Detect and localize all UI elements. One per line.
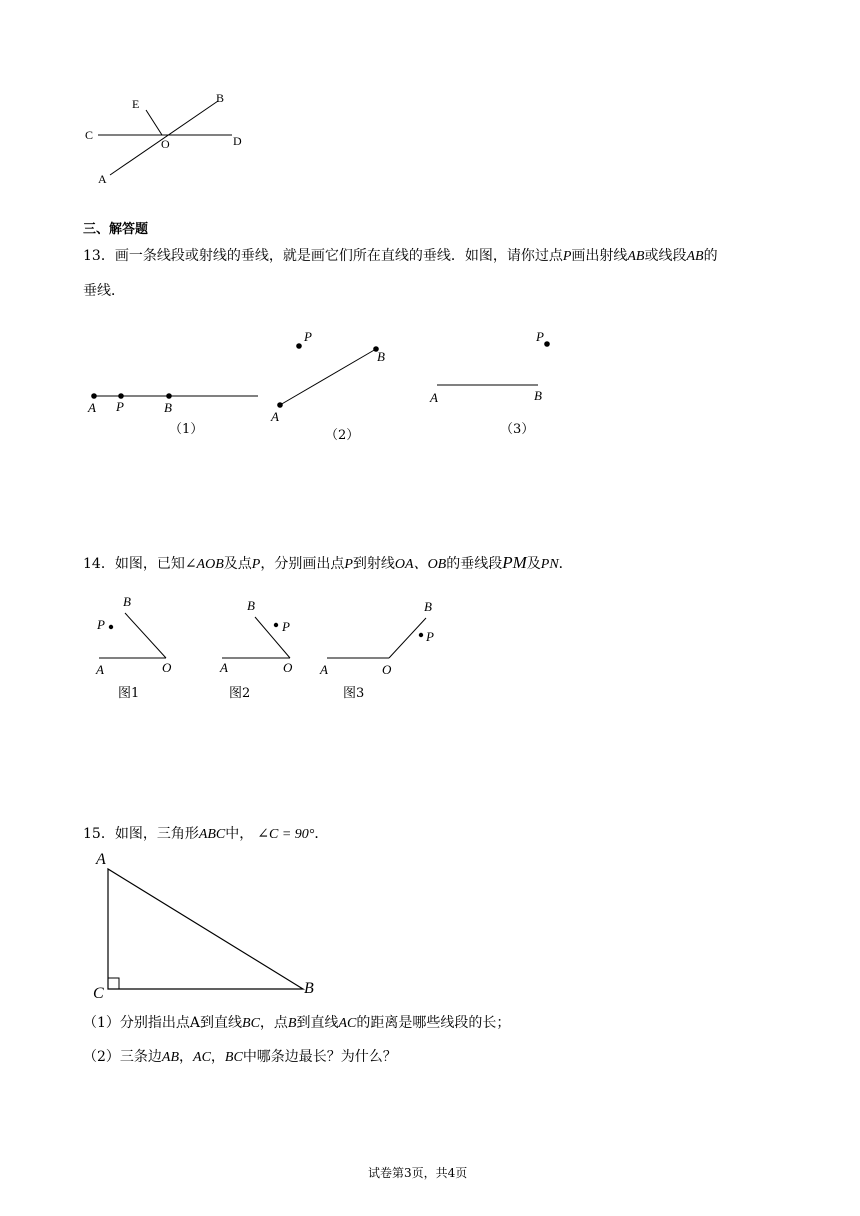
q15-sub2-ab: AB <box>161 1050 180 1065</box>
q14-fig2-label-p: P <box>282 619 290 634</box>
q14-fig2-label-b: B <box>247 598 255 613</box>
q14-angle-aob: ∠AOB <box>184 557 224 572</box>
q14-fig3-label-a: A <box>320 662 328 677</box>
q14-dot: ． <box>558 556 573 572</box>
q13-fig2-label-b: B <box>377 349 385 364</box>
q14-pn: PN <box>540 557 559 572</box>
q14-to: 到射线 <box>352 556 395 572</box>
fig12-label-b: B <box>216 91 225 105</box>
q13-fig1-label-p: P <box>116 399 124 414</box>
q14-fig2-label-a: A <box>220 660 228 675</box>
q15-label-b: B <box>304 980 314 997</box>
q15-mid: 中， <box>225 826 254 842</box>
q13-fig2-label-a: A <box>271 409 279 424</box>
fig12-label-o: O <box>161 137 170 151</box>
q15-pre: 15．如图，三角形 <box>83 826 199 842</box>
q13-end: 的 <box>703 248 718 264</box>
q13-intro: 13．画一条线段或射线的垂线，就是画它们所在直线的垂线．如图，请你过点 <box>83 248 563 264</box>
q15-sub1-pre: （1）分别指出点A到直线 <box>83 1015 243 1031</box>
q13-mid1: 画出射线 <box>571 248 628 264</box>
q14-and: 及点 <box>223 556 252 572</box>
q14-pm: PM <box>502 553 527 572</box>
q15-triangle-abc: ABC <box>198 827 226 842</box>
q13-fig3-label-b: B <box>534 388 542 403</box>
q14-fig3-caption: 图3 <box>343 686 365 701</box>
q13-mid2: 或线段 <box>644 248 687 264</box>
q14-fig3-label-b: B <box>424 599 432 614</box>
q13-fig2-label-p: P <box>304 329 312 344</box>
q15-sub2-ac: AC <box>193 1050 211 1065</box>
q15-sub1 <box>83 1015 510 1033</box>
q14-fig3-label-p: P <box>426 629 434 644</box>
q13-fig1-label-a: A <box>88 400 96 415</box>
q13-segment-ab: AB <box>686 249 704 264</box>
q15-sub2-c1: ， <box>179 1049 194 1065</box>
q15-sub2 <box>83 1049 397 1067</box>
q14-fig1-label-a: A <box>96 662 104 677</box>
q14-de: 的垂线段 <box>446 556 503 572</box>
q14-rays: OA、OB <box>394 557 447 572</box>
fig12-label-a: A <box>98 172 107 186</box>
q13-fig2-caption: （2） <box>325 428 360 443</box>
q14-point-p2: P <box>344 557 353 572</box>
fig12-label-c: C <box>85 128 94 142</box>
q14-comma: ，分别画出点 <box>260 556 345 572</box>
q15-sub1-bc: BC <box>242 1016 260 1031</box>
q14-fig2-label-o: O <box>283 660 293 675</box>
q15-sub2-pre: （2）三条边 <box>83 1049 162 1065</box>
q13-fig1-label-b: B <box>164 400 172 415</box>
q13-text-line2: 垂线． <box>83 283 125 299</box>
q15-label-a: A <box>96 851 106 868</box>
q15-sub2-end: 中哪条边最长？为什么？ <box>242 1049 397 1065</box>
q15-condition: ∠C = 90° <box>257 827 315 842</box>
q14-fig1-label-p: P <box>97 617 105 632</box>
q14-fig3-label-o: O <box>382 662 392 677</box>
q15-sub2-bc: BC <box>224 1050 243 1065</box>
q14-fig1-label-o: O <box>162 660 172 675</box>
q15-sub1-mid: ，点 <box>259 1015 288 1031</box>
q13-fig3-label-p: P <box>536 329 544 344</box>
q14-fig1-caption: 图1 <box>118 686 140 701</box>
q14-fig2-caption: 图2 <box>229 686 251 701</box>
q15-sub1-end: 的距离是哪些线段的长； <box>356 1015 511 1031</box>
page-footer: 试卷第3页，共4页 <box>368 1166 468 1180</box>
q15-sub2-c2: ， <box>210 1049 225 1065</box>
q13-ray-ab: AB <box>627 249 645 264</box>
q15-dot: ． <box>314 826 329 842</box>
section-heading: 三、解答题 <box>83 222 149 237</box>
q13-fig3-caption: （3） <box>500 422 535 437</box>
q15-sub1-b: B <box>287 1016 297 1031</box>
q15-sub1-ac: AC <box>338 1016 357 1031</box>
q14-pre: 14．如图，已知 <box>83 556 185 572</box>
fig12-label-e: E <box>132 97 140 111</box>
q14-point-p: P <box>251 557 261 572</box>
q15-label-c: C <box>93 985 104 1002</box>
q15-sub1-to: 到直线 <box>296 1015 339 1031</box>
q13-fig3-label-a: A <box>430 390 438 405</box>
fig12-label-d: D <box>233 134 242 148</box>
q13-point-p: P <box>562 249 572 264</box>
q14-fig1-label-b: B <box>123 594 131 609</box>
q14-ji: 及 <box>526 556 541 572</box>
q13-fig1-caption: （1） <box>169 422 204 437</box>
